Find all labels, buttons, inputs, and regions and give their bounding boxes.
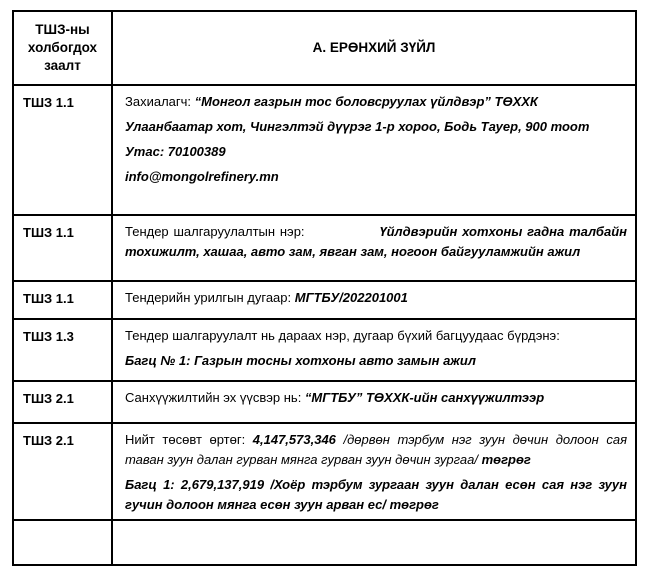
text-segment: Утас: 70100389 xyxy=(125,144,226,159)
paragraph xyxy=(125,92,627,112)
clause-content-cell xyxy=(112,520,636,565)
paragraph xyxy=(125,475,627,515)
clause-ref-cell: ТШЗ 2.1 xyxy=(13,423,112,520)
text-segment: Багц № 1: Газрын тосны хотхоны авто замын ажил xyxy=(125,353,476,368)
table-row xyxy=(13,423,636,520)
clause-ref-cell: ТШЗ 1.3 xyxy=(13,319,112,381)
header-general-section: А. ЕРӨНХИЙ ЗҮЙЛ xyxy=(112,11,636,85)
text-segment: төгрөг xyxy=(481,452,531,467)
table-row xyxy=(13,281,636,319)
clause-ref-cell xyxy=(13,520,112,565)
table-row xyxy=(13,381,636,423)
table-row xyxy=(13,215,636,281)
text-segment: Үйлдвэрийн хотхоны гадна талбайн тохижилт, хашаа, авто зам, явган зам, ногоон байгууламжийн ажил xyxy=(125,224,628,259)
clause-content-cell xyxy=(112,215,636,281)
text-segment: info@mongolrefinery.mn xyxy=(125,169,279,184)
paragraph xyxy=(125,288,627,308)
text-segment: Нийт төсөвт өртөг: xyxy=(125,432,253,447)
text-segment: МГТБУ/202201001 xyxy=(294,290,408,305)
paragraph xyxy=(125,117,627,137)
paragraph xyxy=(125,142,627,162)
text-segment: “МГТБУ” ТӨХХК-ийн санхүүжилтээр xyxy=(304,390,545,405)
table-body xyxy=(13,85,636,565)
table-row xyxy=(13,85,636,215)
clause-content-cell xyxy=(112,319,636,381)
clause-content-cell xyxy=(112,281,636,319)
paragraph xyxy=(125,388,627,408)
text-segment: 4,147,573,346 xyxy=(252,432,336,447)
clause-ref-cell: ТШЗ 2.1 xyxy=(13,381,112,423)
clause-content-cell xyxy=(112,381,636,423)
paragraph xyxy=(125,351,627,371)
paragraph xyxy=(125,167,627,187)
text-segment: Тендер шалгаруулалтын нэр: xyxy=(125,224,310,239)
text-segment: Санхүүжилтийн эх үүсвэр нь: xyxy=(125,390,305,405)
paragraph xyxy=(125,326,627,346)
clause-content-cell xyxy=(112,423,636,520)
text-segment: Захиалагч: xyxy=(125,94,195,109)
text-segment: “Монгол газрын тос боловсруулах үйлдвэр” ТӨХХК xyxy=(194,94,538,109)
text-segment: Тендерийн урилгын дугаар: xyxy=(125,290,295,305)
text-segment: Улаанбаатар хот, Чингэлтэй дүүрэг 1-р хороо, Бодь Тауер, 900 тоот xyxy=(125,119,590,134)
clause-ref-cell: ТШЗ 1.1 xyxy=(13,215,112,281)
clause-ref-cell: ТШЗ 1.1 xyxy=(13,281,112,319)
paragraph xyxy=(125,222,627,262)
table-row xyxy=(13,520,636,565)
clause-content-cell xyxy=(112,85,636,215)
tender-clauses-table xyxy=(12,10,637,566)
paragraph xyxy=(125,430,627,470)
clause-ref-cell: ТШЗ 1.1 xyxy=(13,85,112,215)
header-clause-column: ТШЗ-ны холбогдох заалт xyxy=(13,11,112,85)
text-segment: Тендер шалгаруулалт нь дараах нэр, дугаар бүхий багцуудаас бүрдэнэ: xyxy=(125,328,560,343)
table-row xyxy=(13,319,636,381)
text-segment: Багц 1: 2,679,137,919 /Хоёр тэрбум зургаан зуун далан есөн сая нэг зуун гучин долоон мянга есөн зуун арван ес/ төгрөг xyxy=(125,477,627,512)
table-header-row xyxy=(13,11,636,85)
text-segment: /дөрвөн тэрбум нэг зуун дөчин долоон сая таван зуун далан гурван мянга гурван зуун дөчин зургаа/ xyxy=(125,432,628,467)
